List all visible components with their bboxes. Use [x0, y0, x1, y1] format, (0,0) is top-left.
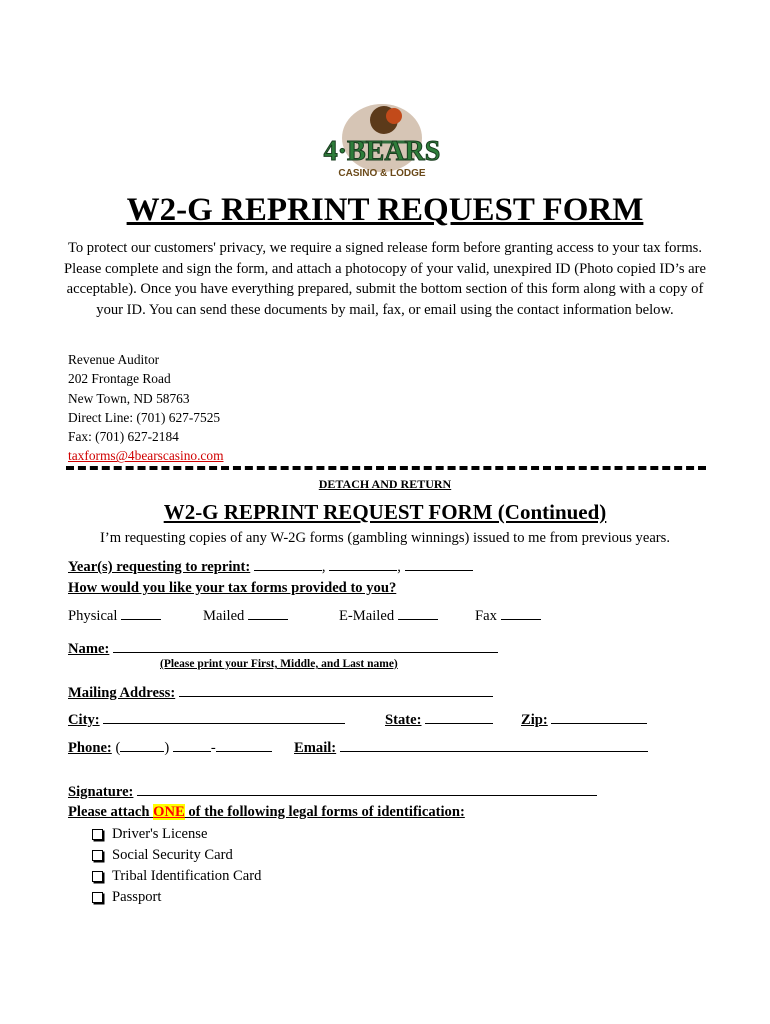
- contact-line: New Town, ND 58763: [68, 390, 190, 406]
- logo-main-text: 4·BEARS: [323, 136, 441, 167]
- email-field[interactable]: [340, 737, 648, 752]
- signature-row: [68, 781, 597, 801]
- contact-line: 202 Frontage Road: [68, 371, 171, 387]
- fax-label: Fax: [475, 608, 497, 624]
- name-label: Name:: [68, 641, 110, 657]
- phone-dash: -: [210, 740, 216, 756]
- city-label: City:: [68, 712, 100, 728]
- id-option-label: Social Security Card: [112, 847, 233, 863]
- contact-line: Fax: (701) 627-2184: [68, 429, 179, 445]
- physical-field[interactable]: [121, 605, 161, 620]
- logo-sub-text: CASINO & LODGE: [338, 168, 426, 179]
- state-field[interactable]: [425, 709, 493, 724]
- attach-highlight: ONE: [153, 804, 185, 820]
- delivery-question-label: How would you like your tax forms provided to you?: [68, 580, 397, 596]
- name-field[interactable]: [113, 638, 498, 653]
- delivery-emailed: [339, 605, 438, 625]
- checkbox[interactable]: [92, 829, 103, 840]
- zip-row: [521, 709, 647, 729]
- continued-title: W2-G REPRINT REQUEST FORM (Continued): [163, 500, 607, 524]
- delivery-mailed: [203, 605, 288, 625]
- signature-field[interactable]: [137, 781, 597, 796]
- checkbox[interactable]: [92, 892, 103, 903]
- mailed-label: Mailed: [203, 608, 245, 624]
- detach-divider: [66, 466, 706, 470]
- phone-area-field[interactable]: [120, 737, 164, 752]
- year-3-field[interactable]: [405, 556, 473, 571]
- checkbox[interactable]: [92, 871, 103, 882]
- state-row: [385, 709, 493, 729]
- phone-line-field[interactable]: [216, 737, 272, 752]
- mailing-label: Mailing Address:: [68, 685, 176, 701]
- zip-field[interactable]: [551, 709, 647, 724]
- year-1-field[interactable]: [254, 556, 322, 571]
- mailed-field[interactable]: [248, 605, 288, 620]
- city-row: [68, 709, 345, 729]
- phone-open-paren: (: [115, 740, 121, 756]
- phone-row: [68, 737, 272, 757]
- contact-block: [68, 350, 224, 466]
- mailing-row: [68, 682, 493, 702]
- id-option-label: Passport: [112, 889, 162, 905]
- form-title: W2-G REPRINT REQUEST FORM: [126, 192, 644, 228]
- intro-paragraph: To protect our customers' privacy, we require a signed release form before granting access to your tax forms. Please complete and sign the form, and attach a photocopy of your valid, unexpired ID (Photo copied ID’s are acceptable). Once you have everything prepared, submit the bottom section of this form along with a copy of your ID. You can send these documents by mail, fax, or email using the contact information below.: [64, 240, 706, 318]
- detach-label: DETACH AND RETURN: [318, 477, 452, 491]
- list-item: [92, 824, 261, 845]
- fax-field[interactable]: [501, 605, 541, 620]
- zip-label: Zip:: [521, 712, 548, 728]
- signature-label: Signature:: [68, 784, 134, 800]
- request-statement: I’m requesting copies of any W-2G forms (gambling winnings) issued to me from previous years.: [100, 530, 670, 546]
- attach-instruction: [68, 804, 465, 821]
- email-label: Email:: [294, 740, 337, 756]
- company-logo: [316, 92, 448, 184]
- list-item: [92, 845, 261, 866]
- attach-suffix: of the following legal forms of identification:: [184, 804, 465, 820]
- phone-close-paren: ): [164, 740, 170, 756]
- contact-email-link[interactable]: taxforms@4bearscasino.com: [68, 448, 224, 464]
- city-field[interactable]: [103, 709, 345, 724]
- list-item: [92, 887, 261, 908]
- delivery-fax: [475, 605, 541, 625]
- id-option-label: Tribal Identification Card: [112, 868, 262, 884]
- mailing-field[interactable]: [179, 682, 493, 697]
- years-row: Year(s) requesting to reprint: , ,: [68, 556, 473, 576]
- emailed-label: E-Mailed: [339, 608, 395, 624]
- name-hint: (Please print your First, Middle, and Last name): [160, 658, 398, 670]
- email-row: [294, 737, 648, 757]
- contact-line: Revenue Auditor: [68, 352, 160, 367]
- years-label: Year(s) requesting to reprint:: [68, 559, 251, 575]
- emailed-field[interactable]: [398, 605, 438, 620]
- state-label: State:: [385, 712, 422, 728]
- physical-label: Physical: [68, 608, 118, 624]
- id-option-label: Driver's License: [112, 826, 208, 842]
- id-options-list: [92, 824, 261, 908]
- delivery-question: [68, 580, 396, 597]
- attach-prefix: Please attach: [68, 804, 154, 820]
- checkbox[interactable]: [92, 850, 103, 861]
- phone-label: Phone:: [68, 740, 112, 756]
- contact-line: Direct Line: (701) 627-7525: [68, 409, 221, 425]
- phone-prefix-field[interactable]: [173, 737, 211, 752]
- list-item: [92, 866, 261, 887]
- year-2-field[interactable]: [329, 556, 397, 571]
- name-row: [68, 638, 498, 658]
- delivery-physical: [68, 605, 161, 625]
